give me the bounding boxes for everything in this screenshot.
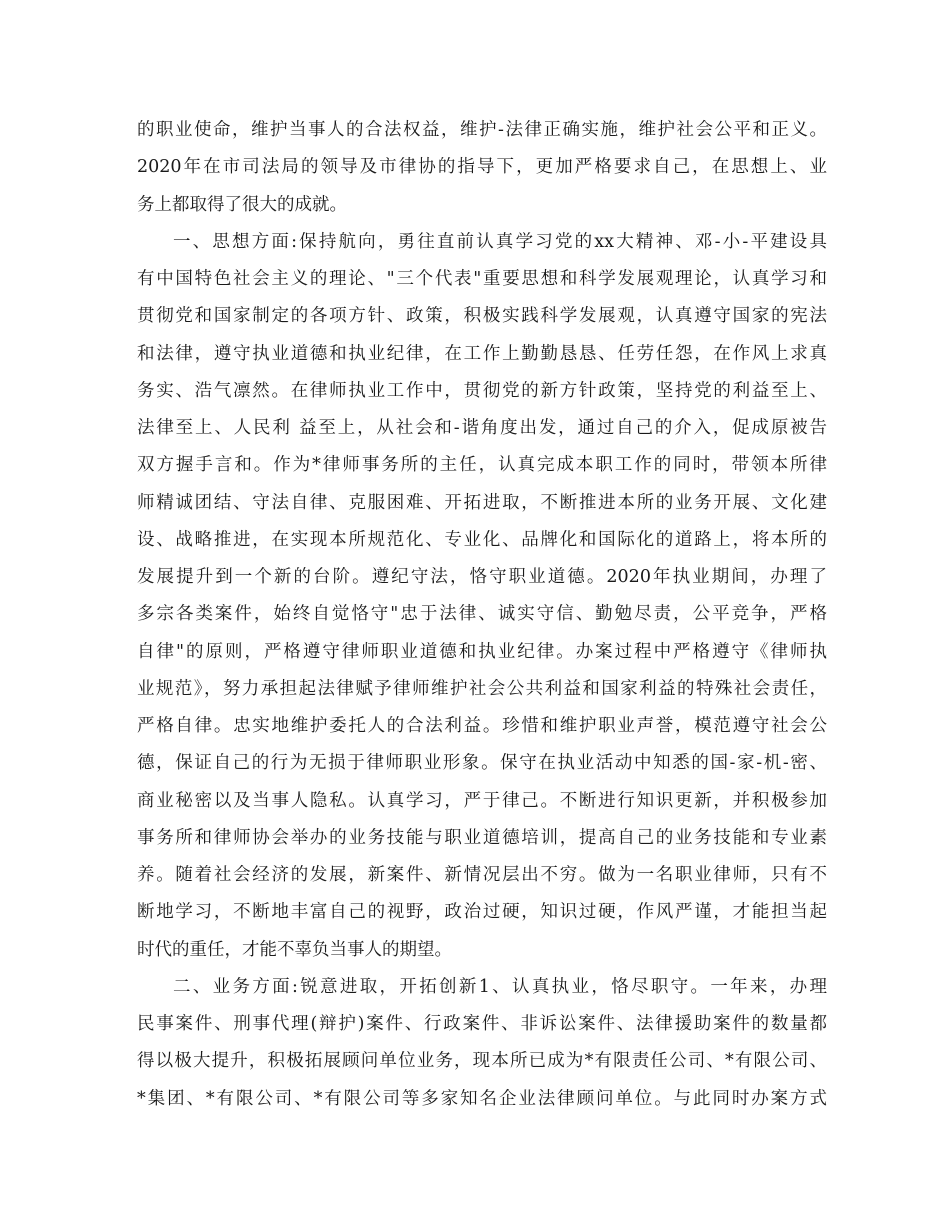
text-line: 一、思想方面:保持航向，勇往直前认真学习党的xx大精神、邓-小-平建设具 bbox=[173, 231, 827, 252]
document-body bbox=[137, 112, 827, 1118]
text-line: 贯彻党和国家制定的各项方针、政策，积极实践科学发展观，认真遵守国家的宪法 bbox=[137, 306, 827, 327]
text-line: 德，保证自己的行为无损于律师职业形象。保守在执业活动中知悉的国-家-机-密、 bbox=[137, 753, 827, 774]
text-line: 商业秘密以及当事人隐私。认真学习，严于律己。不断进行知识更新，并积极参加 bbox=[137, 790, 827, 811]
text-line: 业规范》，努力承担起法律赋予律师维护社会公共利益和国家利益的特殊社会责任， bbox=[137, 678, 827, 699]
text-line: 二、业务方面:锐意进取，开拓创新1、认真执业，恪尽职守。一年来，办理 bbox=[173, 976, 827, 997]
text-line: *集团、*有限公司、*有限公司等多家知名企业法律顾问单位。与此同时办案方式 bbox=[137, 1088, 827, 1109]
text-line: 断地学习，不断地丰富自己的视野，政治过硬，知识过硬，作风严谨，才能担当起 bbox=[137, 902, 827, 923]
text-line: 得以极大提升，积极拓展顾问单位业务，现本所已成为*有限责任公司、*有限公司、 bbox=[137, 1051, 827, 1072]
text-line: 民事案件、刑事代理(辩护)案件、行政案件、非诉讼案件、法律援助案件的数量都 bbox=[137, 1014, 827, 1034]
text-line: 2020年在市司法局的领导及市律协的指导下，更加严格要求自己，在思想上、业 bbox=[137, 157, 827, 178]
text-line: 双方握手言和。作为*律师事务所的主任，认真完成本职工作的同时，带领本所律 bbox=[137, 455, 827, 476]
text-line: 务上都取得了很大的成就。 bbox=[137, 194, 347, 215]
text-line: 发展提升到一个新的台阶。遵纪守法，恪守职业道德。2020年执业期间，办理了 bbox=[137, 567, 827, 587]
text-line: 的职业使命，维护当事人的合法权益，维护-法律正确实施，维护社会公平和正义。 bbox=[137, 120, 827, 140]
text-line: 养。随着社会经济的发展，新案件、新情况层出不穷。做为一名职业律师，只有不 bbox=[137, 865, 827, 885]
text-line: 有中国特色社会主义的理论、"三个代表"重要思想和科学发展观理论，认真学习和 bbox=[137, 269, 827, 289]
text-line: 和法律，遵守执业道德和执业纪律，在工作上勤勤恳恳、任劳任怨，在作风上求真 bbox=[137, 343, 827, 364]
text-line: 事务所和律师协会举办的业务技能与职业道德培训，提高自己的业务技能和专业素 bbox=[137, 827, 827, 848]
text-line: 时代的重任，才能不辜负当事人的期望。 bbox=[137, 939, 452, 960]
text-line: 设、战略推进，在实现本所规范化、专业化、品牌化和国际化的道路上，将本所的 bbox=[137, 529, 827, 550]
text-line: 严格自律。忠实地维护委托人的合法利益。珍惜和维护职业声誉，模范遵守社会公 bbox=[137, 716, 827, 736]
text-line: 师精诚团结、守法自律、克服困难、开拓进取，不断推进本所的业务开展、文化建 bbox=[137, 492, 827, 513]
text-line: 多宗各类案件，始终自觉恪守"忠于法律、诚实守信、勤勉尽责，公平竞争，严格 bbox=[137, 604, 827, 625]
text-line: 务实、浩气凛然。在律师执业工作中，贯彻党的新方针政策，坚持党的利益至上、 bbox=[137, 380, 827, 401]
text-line: 法律至上、人民利 益至上，从社会和-谐角度出发，通过自己的介入，促成原被告 bbox=[137, 418, 827, 438]
text-line: 自律"的原则，严格遵守律师职业道德和执业纪律。办案过程中严格遵守《律师执 bbox=[137, 641, 827, 662]
